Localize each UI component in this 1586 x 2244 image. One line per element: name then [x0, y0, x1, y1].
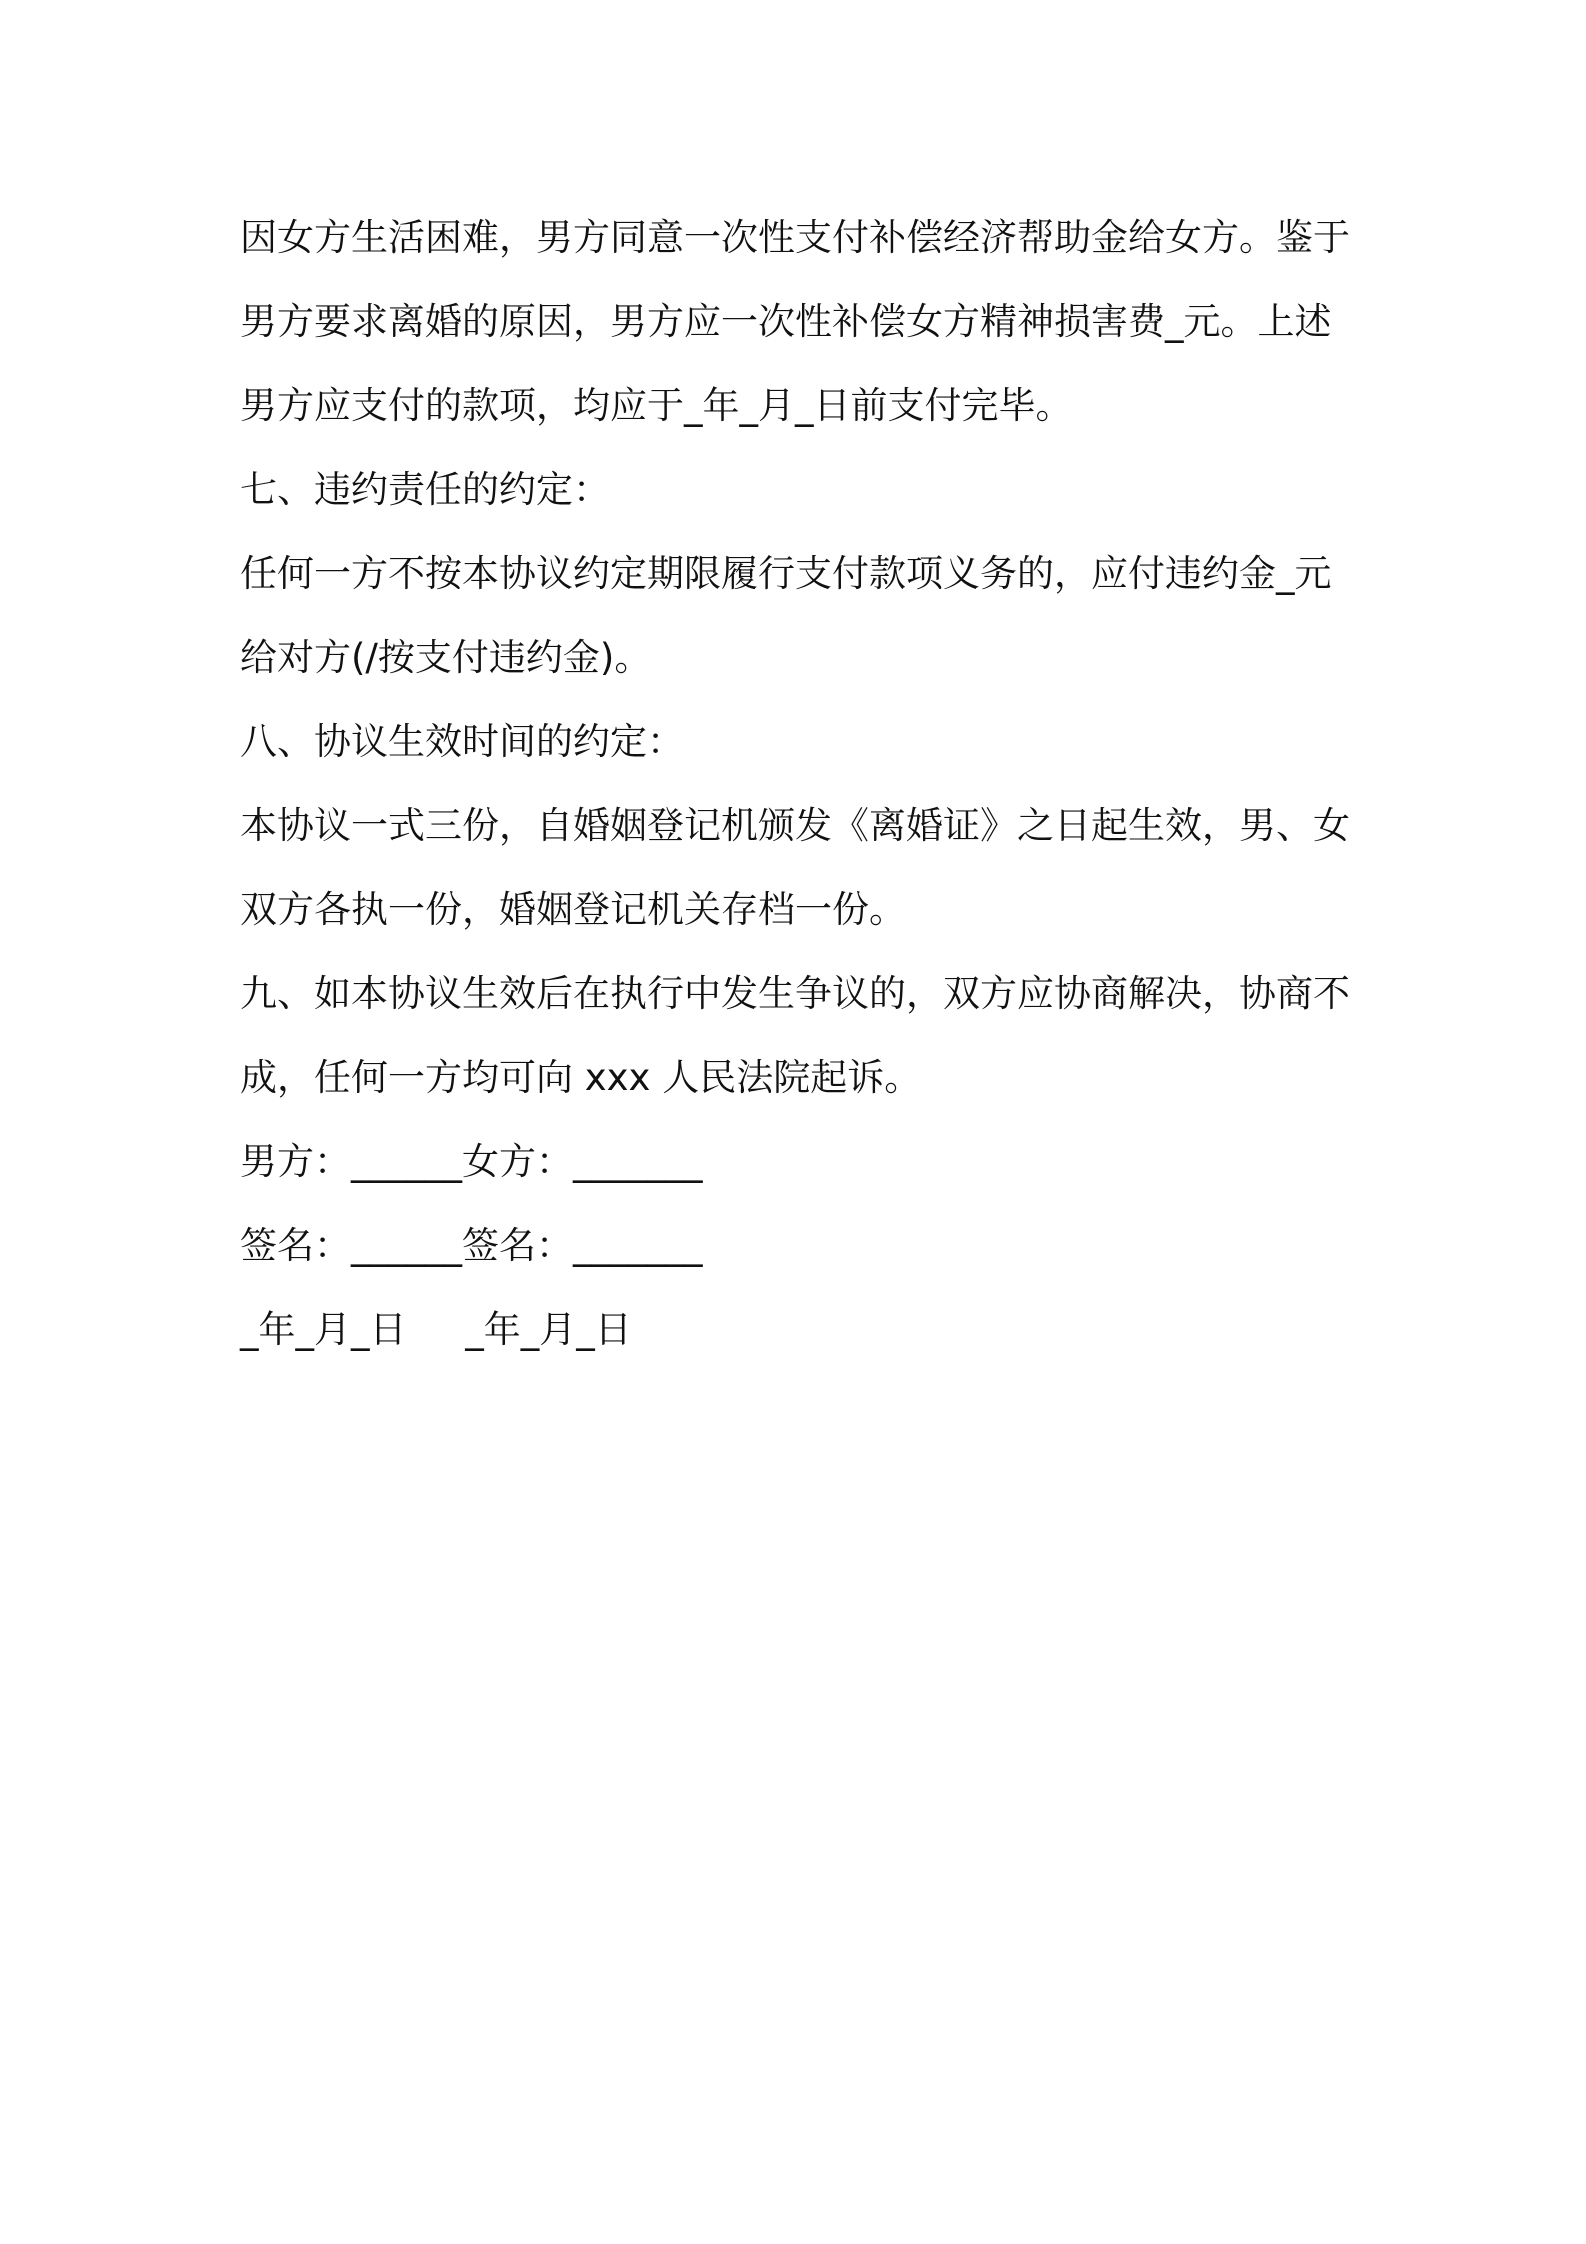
- paragraph-line: 男方要求离婚的原因，男方应一次性补偿女方精神损害费_元。上述: [240, 300, 1332, 343]
- section-heading-breach: 七、违约责任的约定：: [240, 468, 610, 511]
- paragraph-line: 男方应支付的款项，均应于_年_月_日前支付完毕。: [240, 384, 1073, 427]
- paragraph-line: 因女方生活困难，男方同意一次性支付补偿经济帮助金给女方。鉴于: [240, 216, 1350, 259]
- document-body: [240, 196, 1360, 1372]
- paragraph-line: 双方各执一份，婚姻登记机关存档一份。: [240, 888, 906, 931]
- date-line: _年_月_日 _年_月_日: [240, 1308, 632, 1351]
- paragraph-line: 给对方(/按支付违约金)。: [240, 636, 652, 679]
- paragraph-line: 任何一方不按本协议约定期限履行支付款项义务的，应付违约金_元: [240, 552, 1332, 595]
- section-heading-effective-time: 八、协议生效时间的约定：: [240, 720, 684, 763]
- paragraph-line: 成，任何一方均可向 xxx 人民法院起诉。: [240, 1056, 922, 1099]
- signature-line: 签名：______签名：_______: [240, 1224, 703, 1267]
- party-line: 男方：______女方：_______: [240, 1140, 703, 1183]
- section-heading-dispute: 九、如本协议生效后在执行中发生争议的，双方应协商解决，协商不: [240, 972, 1350, 1015]
- paragraph-line: 本协议一式三份，自婚姻登记机颁发《离婚证》之日起生效，男、女: [240, 804, 1350, 847]
